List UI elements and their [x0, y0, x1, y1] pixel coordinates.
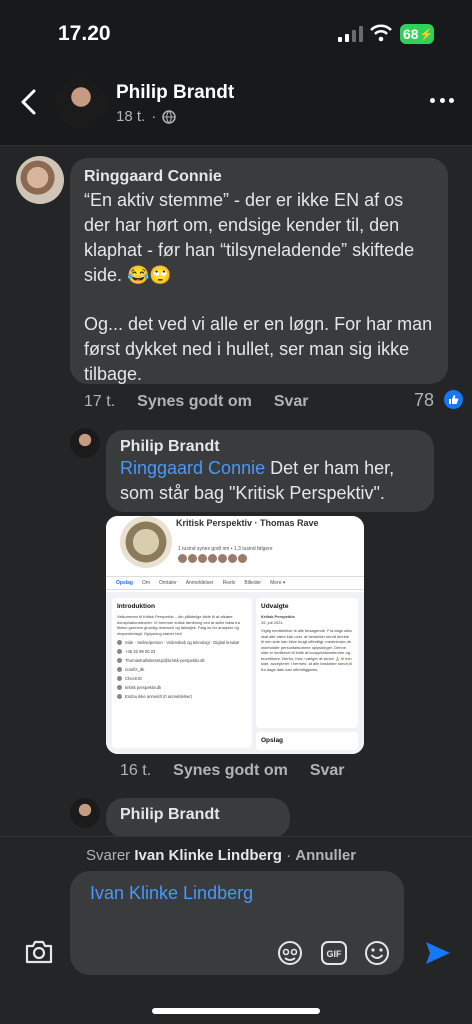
svg-text:GIF: GIF	[326, 949, 342, 959]
post-header	[0, 64, 472, 146]
screenshot-featured-date: 26. juli 2024	[261, 619, 283, 625]
back-icon[interactable]	[18, 88, 40, 116]
reply-author[interactable]: Philip Brandt	[120, 806, 220, 823]
screenshot-posts-heading: Opslag	[261, 737, 284, 744]
reaction-count[interactable]: 78	[414, 390, 435, 410]
wifi-icon	[370, 24, 392, 42]
send-icon[interactable]	[424, 939, 452, 967]
screenshot-intro-item: cranfct_dk	[117, 667, 247, 672]
screenshot-tabs	[106, 576, 364, 590]
post-time: 18 t.	[116, 108, 146, 125]
screenshot-profile-picture	[120, 516, 172, 568]
avatar-sticker-icon[interactable]	[276, 939, 304, 967]
avatar[interactable]	[70, 798, 100, 828]
reply-actions	[120, 762, 345, 780]
replying-to-label	[86, 847, 356, 864]
screenshot-body	[106, 592, 364, 754]
cancel-reply-button[interactable]: Annuller	[295, 847, 357, 864]
home-indicator	[152, 1008, 320, 1014]
screenshot-intro-text: Velkommen til Kritisk Perspektiv – din pålidelige kilde til at afsløre konspirationsteorier. Vi fremmer kritisk tænkning ved at skille fakta fra fiktion gennem grundig research og faktatjek. Følg os for analyser og ekspertindsigt. Oplysning starter her!	[117, 614, 240, 636]
reply-bubble	[106, 798, 290, 838]
screenshot-featured-heading: Udvalgte	[261, 603, 289, 610]
avatar[interactable]	[16, 156, 64, 204]
screenshot-posts-card	[256, 732, 358, 750]
battery-indicator	[400, 24, 434, 44]
globe-icon	[162, 110, 176, 124]
screenshot-tab: Omtaler	[159, 580, 177, 586]
comment-input[interactable]	[70, 871, 404, 975]
avatar[interactable]	[70, 428, 100, 458]
attached-screenshot[interactable]	[106, 516, 364, 754]
mention-token: Ivan Klinke Lindberg	[90, 883, 254, 903]
screenshot-likes: 1 tusind synes godt om • 1,3 tusind følgere	[178, 546, 273, 552]
avatar[interactable]	[56, 78, 106, 128]
replying-to-name: Ivan Klinke Lindberg	[134, 847, 282, 864]
camera-icon[interactable]	[24, 939, 54, 965]
reply-time: 16 t.	[120, 762, 152, 779]
screenshot-featured-text: Vigtig meddelelse til alle besøgende. Fra dags dato skal alle være klar over, at beskeder sendt direkte til min side kan blive brugt offentligt, medmindre de indeholder personfølsomme oplysninger. Denne side er dedikeret til kritik af konspirationsteorier og -teoretikere. Derfor, hvis I vælger at skrive 🙏 til min side, accepterer I hermed, at alle beskeder sendt til fra dags dato kan offentliggøres.	[261, 628, 353, 672]
screenshot-intro-item: Side · Seilne/person · Videnskab og teknologi · Digital kreatør	[117, 640, 247, 645]
comment-actions	[84, 393, 309, 411]
screenshot-featured-card	[256, 598, 358, 728]
comment-bubble	[70, 158, 448, 384]
reply-text: Det er ham her, som står bag "Kritisk Perspektiv".	[120, 458, 395, 503]
comment-text: “En aktiv stemme” - der er ikke EN af os der har hørt om, endsige kender til, den klaphat - før han “tilsyneladende” skiftede side. 😂🙄	[84, 190, 415, 285]
separator-dot: ·	[151, 108, 157, 125]
comment-text: Og... det ved vi alle er en løgn. For har man først dykket ned i hullet, ser man sig ikke tilbage.	[84, 314, 433, 384]
emoji-icon[interactable]	[363, 939, 391, 967]
signal-icon	[338, 26, 364, 42]
screenshot-intro-heading: Introduktion	[117, 603, 155, 610]
charging-icon: ⚡	[419, 28, 434, 41]
reply-bubble	[106, 430, 434, 512]
screenshot-tab: Om	[141, 580, 151, 586]
separator-dot: ·	[286, 847, 292, 864]
screenshot-intro-item: +45 32 99 00 23	[117, 649, 247, 654]
page-title[interactable]: Philip Brandt	[116, 82, 235, 103]
comment-time: 17 t.	[84, 393, 116, 410]
status-bar	[0, 0, 472, 64]
like-button[interactable]: Synes godt om	[173, 762, 288, 779]
mention-link[interactable]: Ringgaard Connie	[120, 458, 266, 478]
like-button[interactable]: Synes godt om	[137, 393, 252, 410]
like-badge-icon	[444, 390, 463, 409]
screenshot-intro-item: ThomasKalliskestrup@kritisk-perspektiv.dk	[117, 658, 247, 663]
screenshot-tab: Anmeldelser	[185, 580, 214, 586]
screenshot-tab: Opslag	[116, 580, 133, 586]
screenshot-tab: Mere ▾	[270, 580, 286, 586]
replying-prefix: Svarer	[86, 847, 131, 864]
status-time: 17.20	[58, 22, 111, 45]
reply-button[interactable]: Svar	[273, 393, 309, 410]
screenshot-tab: Billeder	[244, 580, 262, 586]
screenshot-intro-item: kritisk perspektiv.dk	[117, 685, 247, 690]
reply-button[interactable]: Svar	[309, 762, 345, 779]
screenshot-intro-item: Endnu ikke anmeldt (0 anmeldelser)	[117, 694, 247, 699]
screenshot-intro-card	[112, 598, 252, 748]
gif-icon[interactable]	[320, 939, 348, 967]
screenshot-intro-item: ChecKIO	[117, 676, 247, 681]
screenshot-featured-author: Kritisk Perspektiv	[261, 614, 295, 619]
screenshot-follower-avatars	[178, 554, 247, 563]
screenshot-page-title: Kritisk Perspektiv · Thomas Rave	[176, 518, 319, 528]
comment-author[interactable]: Ringgaard Connie	[84, 168, 222, 185]
reply-composer	[0, 836, 472, 1024]
more-icon[interactable]	[430, 98, 454, 106]
screenshot-tab: Reels	[222, 580, 236, 586]
post-meta	[116, 108, 176, 125]
reply-author[interactable]: Philip Brandt	[120, 438, 220, 455]
battery-level: 68	[403, 26, 419, 42]
